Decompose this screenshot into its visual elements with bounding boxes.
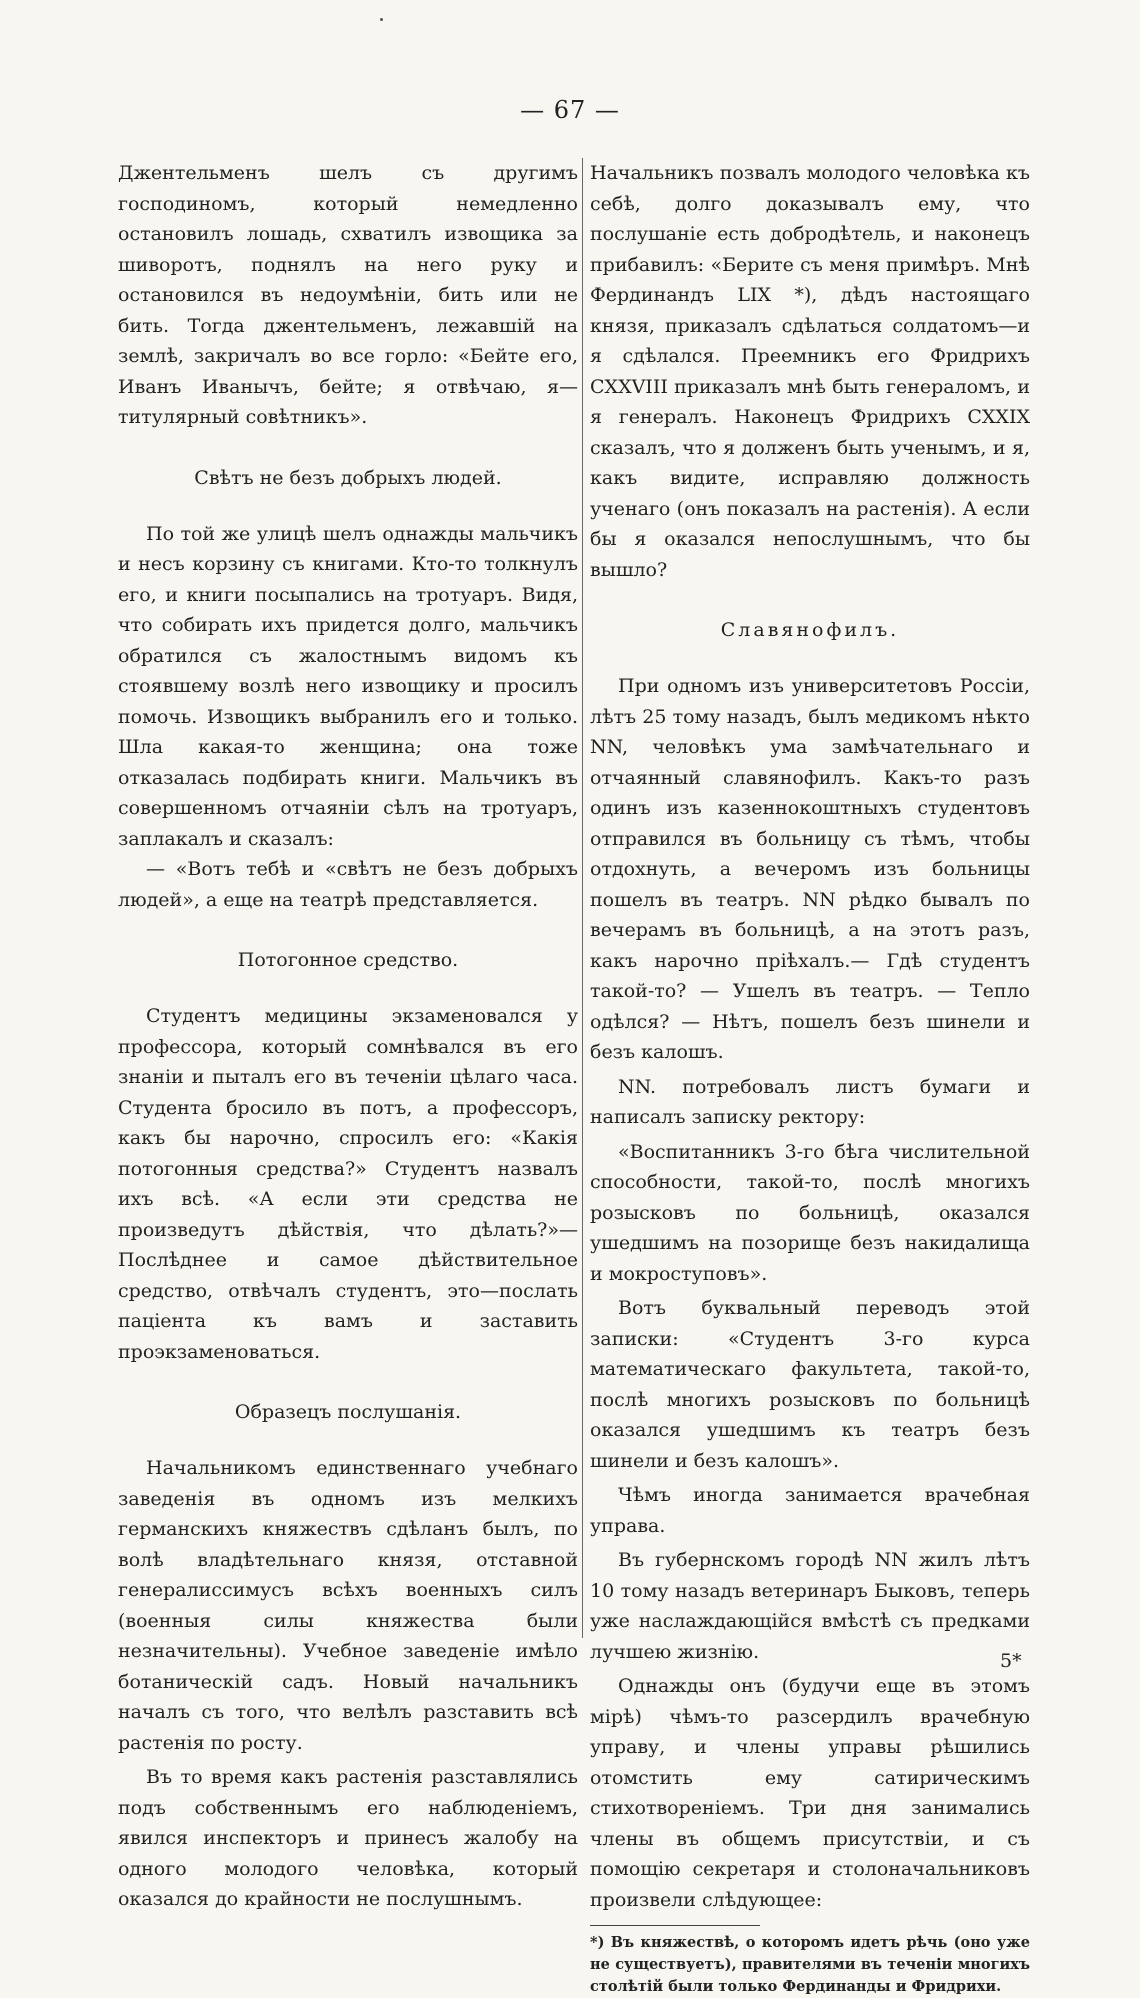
left-column — [118, 158, 578, 1915]
paragraph: — «Вотъ тебѣ и «свѣтъ не безъ добрыхъ людей», а еще на театрѣ представляется. — [118, 858, 578, 911]
paragraph: При одномъ изъ университетовъ Россіи, лѣтъ 25 тому назадъ, былъ медикомъ нѣкто NN, человѣкъ ума замѣчательнаго и отчаянный славянофилъ. Какъ-то разъ одинъ изъ казеннокоштныхъ студентовъ отправился въ больницу съ тѣмъ, чтобы отдохнуть, а вечеромъ изъ больницы пошелъ въ театръ. NN рѣдко бывалъ по вечерамъ въ больницѣ, а на этотъ разъ, какъ нарочно пріѣхалъ.— Гдѣ студентъ такой-то? — Ушелъ въ театръ. — Тепло одѣлся? — Нѣтъ, пошелъ безъ шинели и безъ калошъ. — [590, 675, 1030, 1063]
footnote: *) Въ княжествѣ, о которомъ идетъ рѣчь (оно уже не существуетъ), правителями въ теченіи многихъ столѣтій были только Фердинанды и Фридрихи. — [590, 1934, 1030, 1995]
signature-mark: 5* — [1000, 1650, 1022, 1672]
paragraph: Джентельменъ шелъ съ другимъ господиномъ, который немедленно остановилъ лошадь, схватилъ извощика за шиворотъ, поднялъ на него руку и остановился въ недоумѣніи, бить или не бить. Тогда джентельменъ, лежавшій на землѣ, закричалъ во все горло: «Бейте его, Иванъ Иванычъ, бейте; я отвѣчаю, я—титулярный совѣтникъ». — [118, 162, 578, 428]
paragraph: Чѣмъ иногда занимается врачебная управа. — [590, 1484, 1030, 1537]
paragraph: NN. потребовалъ листъ бумаги и написалъ записку ректору: — [590, 1075, 1030, 1128]
paragraph: Начальникъ позвалъ молодого человѣка къ себѣ, долго доказывалъ ему, что послушаніе есть добродѣтель, и наконецъ прибавилъ: «Берите съ меня примѣръ. Мнѣ Фердинандъ LIX *), дѣдъ настоящаго князя, приказалъ сдѣлаться солдатомъ—и я сдѣлался. Преемникъ его Фридрихъ CXXVIII приказалъ мнѣ быть генераломъ, и я генералъ. Наконецъ Фридрихъ CXXIX сказалъ, что я долженъ быть ученымъ, и я, какъ видите, исправляю должность ученаго (онъ показалъ на растенія). А если бы я оказался непослушнымъ, что бы вышло? — [590, 162, 1030, 581]
section-heading: Потогонное средство. — [237, 949, 459, 971]
section-heading: Свѣтъ не безъ добрыхъ людей. — [194, 466, 502, 489]
paragraph: Начальникомъ единственнаго учебнаго заведенія въ одномъ изъ мелкихъ германскихъ княжествъ сдѣланъ былъ, по волѣ владѣтельнаго князя, отставной генералиссимусъ всѣхъ военныхъ силъ (военныя силы княжества были незначительны). Учебное заведеніе имѣло ботаническій садъ. Новый начальникъ началъ съ того, что велѣлъ разставить всѣ растенія по росту. — [118, 1457, 578, 1754]
paragraph: Въ то время какъ растенія разставлялись подъ собственнымъ его наблюденіемъ, явился инспекторъ и принесъ жалобу на одного молодого человѣка, который оказался до крайности не послушнымъ. — [118, 1766, 578, 1910]
paragraph: Въ губернскомъ городѣ NN жилъ лѣтъ 10 тому назадъ ветеринаръ Быковъ, теперь уже наслаждающійся вмѣстѣ съ предками лучшею жизнію. — [590, 1549, 1030, 1663]
column-divider — [582, 158, 583, 1638]
ink-speck — [380, 18, 383, 21]
section-heading: Славянофилъ. — [720, 619, 900, 641]
paragraph: Вотъ буквальный переводъ этой записки: «Студентъ 3-го курса математическаго факультета, такой-то, послѣ многихъ розысковъ по больницѣ оказался ушедшимъ къ театръ безъ шинели и безъ калошъ». — [590, 1297, 1030, 1472]
paragraph: «Воспитанникъ 3-го бѣга числительной способности, такой-то, послѣ многихъ розысковъ по больницѣ, оказался ушедшимъ на позорище безъ накидалища и мокроступовъ». — [590, 1140, 1030, 1285]
paragraph: Однажды онъ (будучи еще въ этомъ мірѣ) чѣмъ-то разсердилъ врачебную управу, и члены управы рѣшились отомстить ему сатирическимъ стихотвореніемъ. Три дня занимались члены въ общемъ присутствіи, и съ помощію секретаря и столоначальниковъ произвели слѣдующее: — [590, 1675, 1030, 1911]
right-column — [590, 158, 1030, 1998]
paragraph: По той же улицѣ шелъ однажды мальчикъ и несъ корзину съ книгами. Кто-то толкнулъ его, и книги посыпались на тротуаръ. Видя, что собирать ихъ придется долго, мальчикъ обратился съ жалостнымъ видомъ къ стоявшему возлѣ него извощику и просилъ помочь. Извощикъ выбранилъ его и только. Шла какая-то женщина; она тоже отказалась подбирать книги. Мальчикъ въ совершенномъ отчаяніи сѣлъ на тротуаръ, заплакалъ и сказалъ: — [118, 522, 578, 850]
page-number: — 67 — — [520, 96, 620, 124]
paragraph: Студентъ медицины экзаменовался у профессора, который сомнѣвался въ его знаніи и пыталъ его въ теченіи цѣлаго часа. Студента бросило въ потъ, а профессоръ, какъ бы нарочно, спросилъ его: «Какія потогонныя средства?» Студентъ назвалъ ихъ всѣ. «А если эти средства не произведутъ дѣйствія, что дѣлать?»—Послѣднее и самое дѣйствительное средство, отвѣчалъ студентъ, это—послать паціента къ вамъ и заставить проэкзаменоваться. — [118, 1005, 578, 1363]
footnote-rule — [590, 1925, 760, 1926]
section-heading: Образецъ послушанія. — [234, 1401, 462, 1423]
